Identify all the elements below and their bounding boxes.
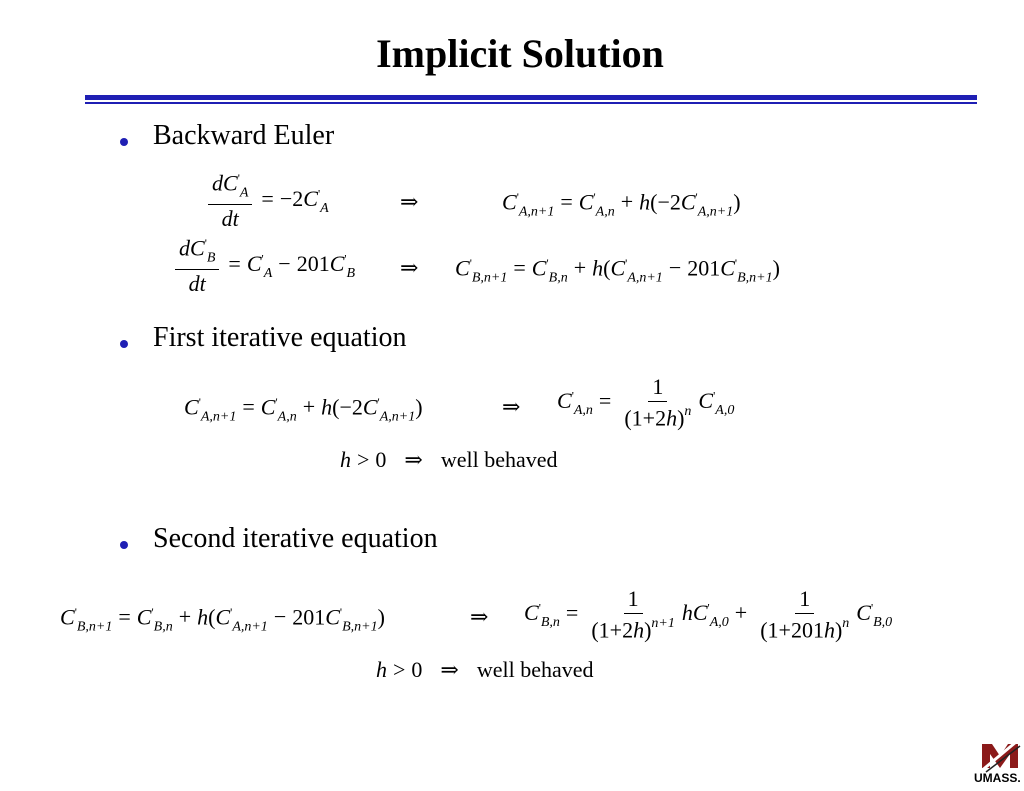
equation-second-iterative-rhs: $C'_{B,n}$ = $\frac{1}{(1+2h)^{n+1}}$ $hC'_{A,0}$ + $\frac{1}{(1+201h)^n}$ $C'_{B,0}$ [524, 586, 893, 643]
implies-arrow-1: ⇒ [400, 189, 419, 214]
title-rule-thick [85, 95, 977, 100]
equation-ode-b: $\frac{dC'_B}{dt}$ = $C'_A - 201C'_B$ [172, 237, 355, 295]
implies-arrow-2: ⇒ [400, 255, 419, 280]
title-rule-thin [85, 102, 977, 104]
implies-arrow-4: ⇒ [470, 604, 489, 629]
equation-update-a: $C'_{A,n+1} = C'_{A,n} + h(-2C'_{A,n+1})$ [502, 189, 741, 220]
equation-update-b: $C'_{B,n+1} = C'_{B,n} + h(C'_{A,n+1} - 201C'_{B,n+1})$ [455, 255, 780, 286]
bullet-first-iterative: First iterative equation [153, 322, 407, 353]
umass-logo-text: UMASS. [974, 771, 1021, 785]
equation-first-iterative-lhs: $C'_{A,n+1} = C'_{A,n} + h(-2C'_{A,n+1})$ [184, 394, 423, 425]
equation-first-iterative-rhs: $C'_{A,n}$ = $\frac{1}{(1+2h)^n}$ $C'_{A,0}$ [557, 374, 735, 431]
implies-arrow-3: ⇒ [502, 394, 521, 419]
condition-second: h > 0 ⇒ well behaved [376, 657, 594, 682]
bullet-dot [120, 138, 128, 146]
bullet-second-iterative: Second iterative equation [153, 523, 438, 554]
bullet-backward-euler: Backward Euler [153, 120, 335, 151]
condition-first: h > 0 ⇒ well behaved [340, 447, 558, 472]
equation-ode-a: $\frac{dC'_A}{dt}$ = $-2C'_A$ [205, 172, 329, 230]
bullet-dot [120, 541, 128, 549]
equation-second-iterative-lhs: $C'_{B,n+1} = C'_{B,n} + h(C'_{A,n+1} - 201C'_{B,n+1})$ [60, 604, 385, 635]
slide-title: Implicit Solution [376, 31, 664, 76]
bullet-dot [120, 340, 128, 348]
